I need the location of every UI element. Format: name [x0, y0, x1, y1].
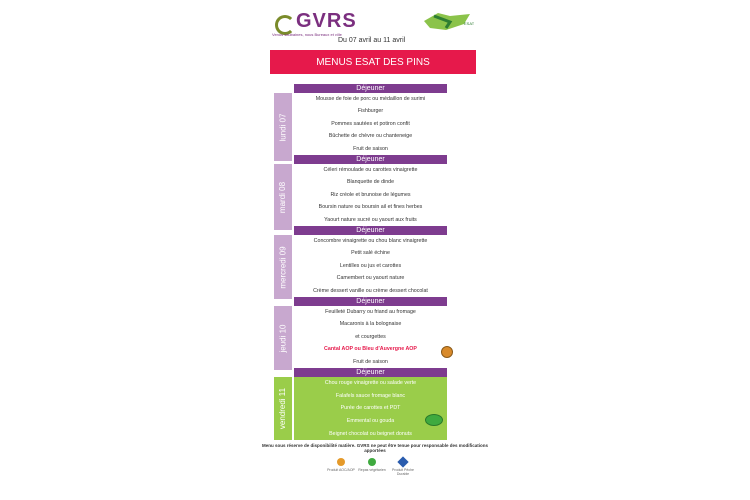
day-menu-mercredi	[294, 235, 447, 297]
legend-label: Produit Pêche Durable	[392, 468, 414, 476]
menu-item: Feuilleté Dubarry ou friand au fromage	[325, 309, 416, 316]
sustainable-fishing-icon	[397, 456, 408, 467]
legend-label: Repas végétarien	[358, 468, 386, 472]
menu-item: Mousse de foie de porc ou médaillon de surimi	[315, 96, 426, 103]
day-menu-lundi	[294, 93, 447, 155]
menu-title: MENUS ESAT DES PINS	[270, 50, 476, 74]
menu-item: Fruit de saison	[353, 145, 388, 152]
day-label-mardi: mardi 08	[274, 164, 292, 230]
menu-item: Blanquette de dinde	[346, 179, 395, 186]
menu-item: Céleri rémoulade ou carottes vinaigrette	[323, 167, 418, 174]
menu-item: Bûchette de chèvre ou chanteneige	[328, 133, 413, 140]
aop-icon	[337, 458, 345, 466]
meal-header: Déjeuner	[294, 155, 447, 164]
partner-badge-icon	[420, 8, 474, 34]
menu-item: Crème dessert vanille ou crème dessert chocolat	[313, 287, 428, 294]
meal-header: Déjeuner	[294, 297, 447, 306]
menu-item: Purée de carottes et PDT	[340, 405, 401, 412]
menu-item: Fishburger	[357, 108, 384, 115]
vegetarian-icon	[425, 414, 443, 426]
aop-icon	[441, 346, 453, 358]
menu-item: Boursin nature ou boursin ail et fines herbes	[318, 204, 423, 211]
svg-text:ESAT: ESAT	[464, 21, 474, 26]
menu-item: Concombre vinaigrette ou chou blanc vinaigrette	[313, 238, 428, 245]
day-menu-mardi	[294, 164, 447, 226]
brand-tagline: Venus saubaines, nous Bureaux et ville	[272, 32, 342, 37]
menu-item: Fruit de saison	[353, 358, 388, 365]
menu-item: Beignet chocolat ou beignet donuts	[329, 430, 412, 437]
legend-vegetarian	[357, 458, 387, 472]
menu-item: et courgettes	[355, 333, 386, 340]
legend-label: Produit AOC/AOP	[327, 468, 355, 472]
day-label-vendredi: vendredi 11	[274, 377, 292, 440]
day-menu-vendredi	[294, 377, 447, 440]
day-label-mercredi: mercredi 09	[274, 235, 292, 299]
menu-item: Macaronis à la bolognaise	[339, 321, 402, 328]
menu-item: Yaourt nature sucré ou yaourt aux fruits	[324, 216, 417, 223]
disclaimer-note: Menu sous réserve de disponibilité matière. GVRS ne peut être tenue pour responsable des modifications apportées	[261, 443, 489, 453]
meal-header: Déjeuner	[294, 84, 447, 93]
meal-header: Déjeuner	[294, 368, 447, 377]
menu-item: Pommes sautées et potiron confit	[331, 120, 410, 127]
menu-item: Falafels sauce fromage blanc	[335, 392, 406, 399]
brand-name: GVRS	[296, 10, 357, 32]
menu-item-aop: Cantal AOP ou Bleu d'Auvergne AOP	[324, 346, 417, 353]
menu-item: Petit salé échine	[351, 250, 390, 257]
day-label-lundi: lundi 07	[274, 93, 292, 161]
menu-item: Emmental ou gouda	[346, 417, 395, 424]
legend-fishing	[388, 458, 418, 476]
menu-item: Lentilles ou jus et carottes	[339, 262, 402, 269]
day-label-jeudi: jeudi 10	[274, 306, 292, 370]
menu-dates: Du 07 avril au 11 avril	[338, 37, 406, 44]
vegetarian-icon	[368, 458, 376, 466]
menu-item: Chou rouge vinaigrette ou salade verte	[324, 380, 417, 387]
gvrs-logo	[272, 10, 357, 33]
menu-item: Camembert ou yaourt nature	[336, 275, 405, 282]
meal-header: Déjeuner	[294, 226, 447, 235]
menu-item: Riz créole et brunoise de légumes	[330, 191, 411, 198]
legend-aop	[326, 458, 356, 472]
gvrs-logo-icon	[272, 11, 294, 33]
day-menu-jeudi	[294, 306, 447, 368]
